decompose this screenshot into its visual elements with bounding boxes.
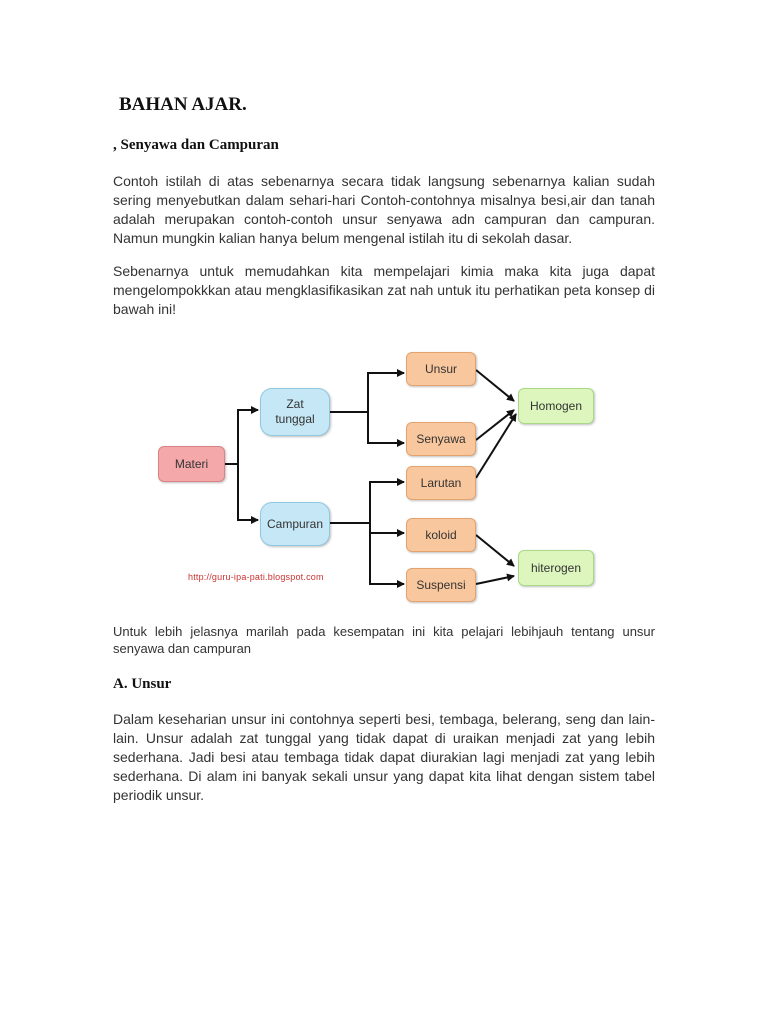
paragraph-concept-map-intro: Sebenarnya untuk memudahkan kita mempelajari kimia maka kita juga dapat mengelompokkkan atau mengklasifikasikan zat nah untuk itu perhatikan peta konsep di bawah ini! — [113, 263, 655, 317]
arrow-campuran-larutan — [330, 482, 404, 523]
arrow-materi-campuran — [238, 464, 258, 520]
node-materi-label: Materi — [174, 456, 209, 471]
node-senyawa — [406, 422, 476, 456]
arrow-materi-zat-tunggal — [225, 410, 258, 464]
section-a-heading: A. Unsur — [113, 676, 172, 692]
node-larutan — [406, 466, 476, 500]
arrow-zat-tunggal-senyawa — [368, 412, 404, 443]
paragraph-intro: Contoh istilah di atas sebenarnya secara tidak langsung sebenarnya kalian sudah sering menyebutkan dalam sehari-hari Contoh-contohnya misalnya besi,air dan tanah adalah merupakan contoh-contoh unsur senyawa adn campuran dan campuran. Namun mungkin kalian hanya belum mengenal istilah itu di sekolah dasar. — [113, 173, 655, 246]
node-zat-tunggal-line2: tunggal — [275, 412, 315, 426]
node-campuran — [260, 502, 330, 546]
node-campuran-label: Campuran — [266, 516, 324, 531]
node-larutan-label: Larutan — [420, 475, 462, 490]
arrow-suspensi-heterogen — [476, 576, 514, 584]
paragraph-unsur: Dalam keseharian unsur ini contohnya seperti besi, tembaga, belerang, seng dan lain-lain. Unsur adalah zat tunggal yang tidak dapat di uraikan menjadi zat yang lebih sederhana. Jadi besi atau tembaga tidak dapat diurakian lagi menjadi zat yang lebih sederhana. Di alam ini banyak sekali unsur yang dapat kita lihat dengan sistem tabel periodik unsur. — [113, 711, 655, 803]
arrow-unsur-homogen — [476, 370, 514, 401]
node-heterogen — [518, 550, 594, 586]
node-koloid-label: koloid — [425, 527, 457, 542]
node-suspensi-label: Suspensi — [416, 577, 466, 592]
node-zat-tunggal-line1: Zat — [286, 397, 304, 411]
node-materi — [158, 446, 225, 482]
node-unsur-label: Unsur — [424, 361, 457, 376]
node-homogen-label: Homogen — [529, 398, 583, 413]
node-koloid — [406, 518, 476, 552]
node-zat-tunggal — [260, 388, 330, 436]
node-heterogen-label: hiterogen — [530, 560, 582, 575]
document-subtitle: , Senyawa dan Campuran — [113, 137, 279, 153]
concept-map-diagram — [150, 340, 610, 605]
paragraph-transition: Untuk lebih jelasnya marilah pada kesempatan ini kita pelajari lebihjauh tentang unsur senyawa dan campuran — [113, 624, 655, 656]
document-title: BAHAN AJAR. — [119, 94, 247, 115]
node-suspensi — [406, 568, 476, 602]
diagram-source-watermark: http://guru-ipa-pati.blogspot.com — [188, 572, 324, 582]
node-unsur — [406, 352, 476, 386]
arrow-campuran-koloid — [370, 523, 404, 533]
node-senyawa-label: Senyawa — [416, 431, 466, 446]
arrow-koloid-heterogen — [476, 535, 514, 566]
arrow-zat-tunggal-unsur — [330, 373, 404, 412]
node-homogen — [518, 388, 594, 424]
